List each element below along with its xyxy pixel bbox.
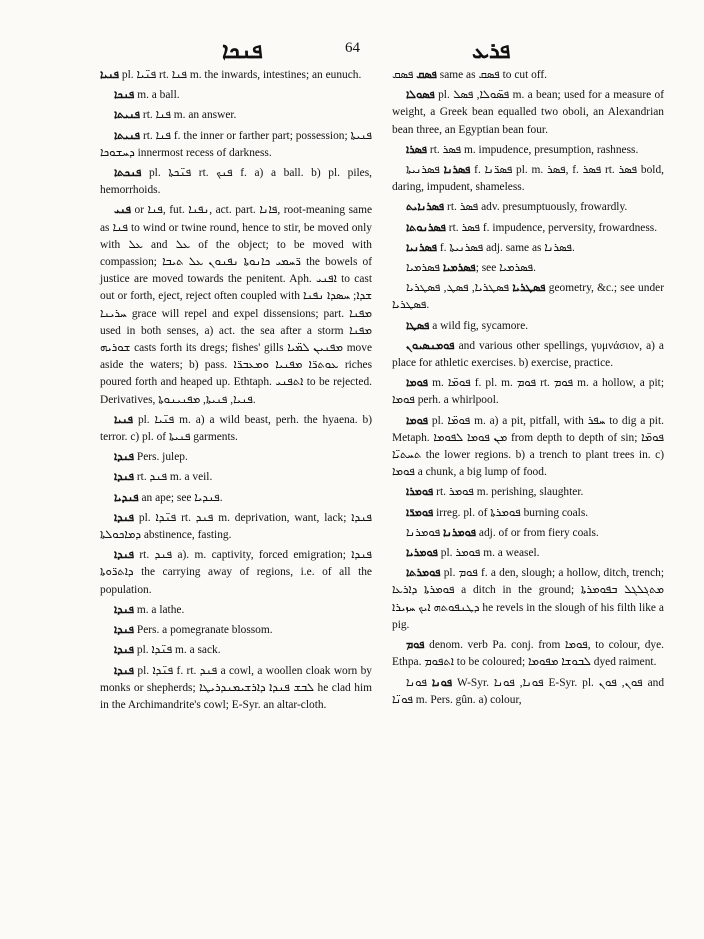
entry-headword: ܦܢܟܬܐ — [114, 166, 142, 180]
entry-headword: ܦܢܝܐ — [114, 412, 134, 426]
entry-headword: ܦܣܪܢܐ — [443, 163, 471, 177]
entry-definition: irreg. pl. of ܦܘܡܪܬܐ burning coals. — [436, 506, 589, 519]
entry-headword: ܦܢܝܐ — [100, 68, 120, 81]
dictionary-entry — [392, 317, 664, 335]
dictionary-entry — [100, 621, 372, 639]
entry-headword: ܦܣܘܠܐ — [406, 88, 435, 102]
entry-headword: ܦܘܡܐ — [406, 413, 429, 427]
entry-definition: pl. ܦܢ̈ܟܬܐ rt. ܦܢܟ f. a) a ball. b) pl. piles, hemorrhoids. — [100, 167, 372, 197]
entry-headword: ܦܣܛܐ — [406, 318, 430, 332]
entry-headword: ܦܢܕܐ — [114, 450, 135, 464]
dictionary-entry — [100, 411, 372, 446]
entry-headword: ܦܣܛܪܝܐ — [512, 281, 546, 295]
entry-definition: pl. ܦܢ̈ܝܐ rt. ܦܢܐ m. the inwards, intestines; an eunuch. — [121, 69, 362, 81]
dictionary-entry — [100, 86, 372, 104]
entry-headword: ܦܘܢܐ — [431, 675, 453, 689]
entry-definition: or ܦܢܐ, fut. ܢܦܢܐ, act. part. ܦܐܢܐ, root-meaning same as ܦܢܐ to wind or twine round, hence to stir, be moved only with ܥܠ and ܥܠ of the object; to be moved with compassion; ܪ̈ܚܡܝ ܟܐܢܘܬܐ ܢܦܢܘܢ ܥܠ ܬܝܒܐ the bowels of justice are moved towards the penitent. Aph. ܐܦܢܝ to cast out or forth, eject, reject often coupled with ܫܕܐ; ܚܣܕܐ ܢܦܢܐ ܚܪܝܢܐ grace will repel and expel dissensions; part. ܡܦܢܐ used in both senses, a) act. the sea after a storm ܡܦܢܐ ܫܘܪܝܗ casts forth its dregs; fishes' gills ܡܦܢܝܢ ܠܡ̈ܝܐ move aside the waters; b) pass. ܥܘܬܪ̈ܐ ܡܦܢܝܐ ܘܡܥܒܪ̈ܐ riches poured forth and heaped up. Ethtaph. ܐܬܦܢܝ to be rejected. Derivatives, ܦܢܝܐ, ܦܢܝܬܐ, ܡܦܢܝܢܘܬܐ. — [100, 204, 373, 406]
dictionary-entry — [100, 468, 372, 486]
entry-definition: Pers. a pomegranate blossom. — [136, 624, 273, 637]
dictionary-entry — [392, 259, 664, 277]
entry-headword: ܦܣܪܐ — [406, 142, 428, 156]
dictionary-entry — [100, 509, 372, 544]
entry-headword: ܦܢܝܬܐ — [114, 128, 141, 142]
left-column — [100, 66, 372, 716]
entry-headword: ܦܢܕܐ — [114, 470, 135, 484]
dictionary-entry — [100, 641, 372, 659]
dictionary-entry — [392, 86, 664, 139]
entry-headword: ܦܢܟܐ — [114, 88, 135, 102]
entry-definition: ܦܣܪܡܝܐ; see ܦܣܪܡܝܐ. — [406, 262, 536, 275]
dictionary-entry — [100, 489, 372, 507]
dictionary-entry — [100, 66, 372, 84]
entry-definition: Pers. julep. — [136, 451, 188, 464]
dictionary-entry — [392, 141, 664, 159]
entry-definition: a wild fig, sycamore. — [432, 319, 529, 332]
dictionary-entry — [392, 161, 664, 196]
entry-definition: pl. ܦܘܡܪ m. a weasel. — [440, 547, 540, 560]
dictionary-entry — [100, 546, 372, 599]
dictionary-entry — [392, 279, 664, 314]
entry-headword: ܦܣܪܢܘܬܐ — [406, 220, 446, 234]
entry-definition: m. a ball. — [137, 89, 180, 102]
entry-definition: rt. ܦܣܪ f. impudence, perversity, frowardness. — [448, 221, 658, 234]
entry-definition: rt. ܦܘܡܪ m. perishing, slaughter. — [436, 486, 584, 499]
entry-definition: ܦܣܪܢܝܬܐ f. ܦܣܪ̈ܢܐ pl. m. ܦܣܪ, f. ܦܣܪ rt. ܦܣܪ bold, daring, impudent, shameless. — [392, 164, 664, 194]
dictionary-entry — [392, 412, 664, 482]
dictionary-entry — [392, 483, 664, 501]
dictionary-entry — [392, 239, 664, 257]
entry-headword: ܦܢܝܬܐ — [114, 108, 141, 122]
entry-definition: pl. ܦܘܡ f. a den, slough; a hollow, ditch, trench; ܦܘܡܪܬܐ ܕܐܪܥܐ a ditch in the ground; ܡܬܓܠܓܠ ܒܦܘܡܪܬܐ ܕܛܢܦܘܬܗ ܐܝܟ ܚܙܝܪܐ he revels in the slough of his filth like a pig. — [392, 567, 664, 631]
running-headword-right: ܦܪܥ — [472, 38, 511, 63]
entry-definition: rt. ܦܢܕ a). m. captivity, forced emigration; ܦܢܕܐ ܕܐܬܪ̈ܘܬܐ the carrying away of regions, i.e. of all the population. — [100, 549, 372, 596]
entry-headword: ܦܣܩ — [416, 68, 437, 81]
entry-definition: rt. ܦܢܕ m. a veil. — [136, 471, 213, 484]
entry-definition: ܦܣܛܪܝܐ, ܦܣܛ, ܦܣܛܪܝܐ geometry, &c.; see under ܦܣܛܪܝܐ. — [392, 282, 664, 312]
dictionary-entry — [100, 448, 372, 466]
dictionary-entry — [392, 524, 664, 542]
entry-definition: ܦܣܩ same as ܦܣܩ to cut off. — [392, 69, 548, 81]
dictionary-entry — [392, 636, 664, 671]
dictionary-entry — [392, 564, 664, 634]
entry-definition: an ape; see ܦܢܕܝܐ. — [141, 491, 223, 504]
entry-headword: ܦܢܝ — [114, 203, 131, 217]
dictionary-entry — [392, 504, 664, 522]
running-headword-left: ܦܢܟܐ — [222, 38, 263, 63]
right-column — [392, 66, 664, 711]
dictionary-entry — [392, 198, 664, 216]
entry-headword: ܦܘܡܪܢܐ — [443, 525, 477, 539]
entry-definition: denom. verb Pa. conj. from ܦܘܡܐ, to colour, dye. Ethpa. ܐܬܦܘܡ to be coloured; ܠܒܘܫܐ ܡܦܘܡܐ dyed raiment. — [392, 639, 664, 669]
entry-headword: ܦܢܕܐ — [114, 602, 135, 616]
entry-headword: ܦܣܪܡܝܐ — [442, 261, 476, 275]
entry-definition: pl. ܦܣ̈ܘܠܐ, ܦܣܠ m. a bean; used for a measure of weight, a Greek bean equalled two oboli, an Alexandrian bean three, an Egyptian bean four. — [392, 89, 664, 136]
entry-headword: ܦܘܡܪܝܐ — [406, 546, 438, 560]
dictionary-entry — [100, 106, 372, 124]
entry-definition: pl. ܦܢ̈ܝܐ m. a) a wild beast, perh. the hyaena. b) terror. c) pl. of ܦܢܝܬܐ garments. — [100, 413, 372, 444]
entry-definition: rt. ܦܢܐ f. the inner or farther part; possession; ܦܢܝܬܐ ܕܚܫܘܟܐ innermost recess of darkness. — [100, 129, 372, 159]
dictionary-entry — [392, 544, 664, 562]
entry-headword: ܦܢܕܐ — [114, 663, 135, 677]
dictionary-entry — [392, 374, 664, 409]
entry-definition: rt. ܦܢܐ m. an answer. — [142, 109, 237, 122]
dictionary-entry — [392, 674, 664, 709]
entry-headword: ܦܘܡܪܬܐ — [406, 566, 441, 580]
entry-definition: pl. ܦܢ̈ܕܐ m. a sack. — [136, 644, 221, 657]
entry-definition: rt. ܦܣܪ adv. presumptuously, frowardly. — [447, 201, 628, 214]
entry-definition: pl. ܦܘܡ̈ܐ m. a) a pit, pitfall, with ܚܦܪ to dig a pit. Metaph. ܡܢ ܦܘܡܐ ܠܦܘܡܐ from depth to depth of sin; ܦܘܡ̈ܐ ܬܚܬܝ̈ܐ the lower regions. b) a trench to plant trees in. c) ܦܘܡܐ a chunk, a big lump of food. — [392, 414, 664, 479]
entry-definition: ܦܘܡܪܢܐ adj. of or from fiery coals. — [406, 526, 599, 539]
dictionary-entry — [392, 337, 664, 372]
entry-headword: ܦܢܕܐ — [114, 510, 135, 524]
entry-headword: ܦܘܡ — [406, 638, 425, 652]
entry-definition: ܦܘܢܐ W-Syr. ܦܘܢܐ, ܦܘܢܐ E-Syr. pl. ܦܘܢ, ܦܘܢ and ܦܘܢ̈ܐ m. Pers. gûn. a) colour, — [392, 676, 665, 706]
entry-definition: pl. ܦܢ̈ܕܐ rt. ܦܢܕ m. deprivation, want, lack; ܦܢܕܐ ܕܡܐܟܘܠܬܐ abstinence, fasting. — [100, 511, 372, 542]
entry-definition: and various other spellings, γυμνάσιον, a) a place for athletic exercises. b) exercise, practice. — [392, 339, 664, 370]
dictionary-entry — [100, 127, 372, 162]
entry-headword: ܦܘܡܐ — [406, 376, 429, 390]
dictionary-entry — [100, 662, 372, 715]
entry-headword: ܦܢܕܐ — [114, 623, 135, 637]
entry-definition: f. ܦܣܪܢܝܬܐ adj. same as ܦܣܪܢܐ. — [439, 241, 575, 254]
entry-definition: pl. ܦܢ̈ܕܐ f. rt. ܦܢܕ a cowl, a woollen cloak worn by monks or shepherds; ܠܒܫ ܦܢܕܐ ܕܐܪܫܝܡܢܕܪܝܛܐ he clad him in the Archimandrite's cowl; E-Syr. an altar-cloth. — [100, 664, 372, 711]
entry-headword: ܦܘܡܪ̈ܐ — [406, 505, 434, 519]
entry-definition: m. a lathe. — [136, 603, 185, 616]
dictionary-entry — [100, 164, 372, 199]
entry-headword: ܦܢܕܝܐ — [114, 490, 139, 504]
entry-headword: ܦܘܡܢܣܝܘܢ — [406, 338, 455, 352]
entry-headword: ܦܣܪܢܝܐ — [406, 240, 437, 254]
entry-headword: ܦܣܪܢܐܝܬ — [406, 200, 445, 214]
dictionary-entry — [100, 601, 372, 619]
dictionary-entry — [100, 201, 372, 408]
dictionary-entry — [392, 66, 664, 84]
entry-headword: ܦܘܡܪܐ — [406, 485, 434, 499]
dictionary-entry — [392, 219, 664, 237]
page-number: 64 — [345, 40, 360, 56]
entry-definition: rt. ܦܣܪ m. impudence, presumption, rashness. — [429, 143, 639, 156]
entry-definition: m. ܦܘܡ̈ܐ f. pl. m. ܦܘܡ rt. ܦܘܡ m. a hollow, a pit; ܦܘܡܐ perh. a whirlpool. — [392, 377, 664, 407]
entry-headword: ܦܢܕܐ — [114, 643, 135, 657]
page-header — [0, 38, 704, 62]
entry-headword: ܦܢܕܐ — [114, 548, 135, 562]
